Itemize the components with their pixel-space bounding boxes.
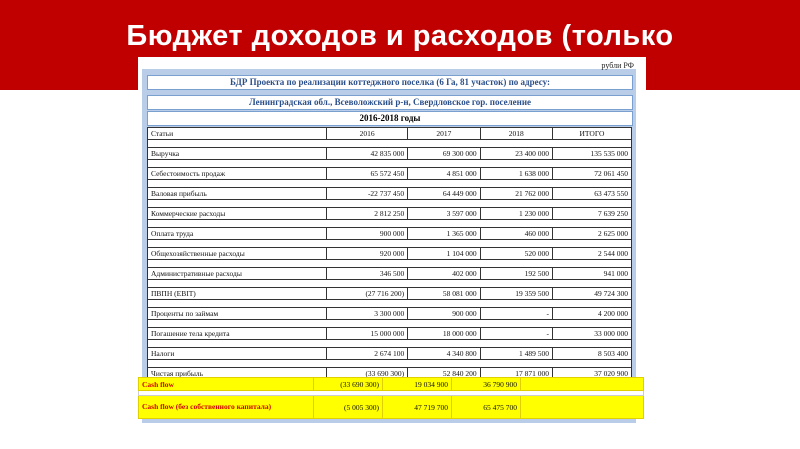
cell-value: 4 340 800: [408, 348, 480, 360]
table-row: [148, 208, 632, 220]
cell-value: 2 625 000: [552, 228, 631, 240]
cashflow-label: Cash flow: [139, 378, 314, 391]
cell-value: 49 724 300: [552, 288, 631, 300]
row-label: Оплата труда: [148, 228, 327, 240]
col-header: 2016: [326, 128, 407, 140]
cell-value: 19 359 500: [480, 288, 552, 300]
col-header: 2018: [480, 128, 552, 140]
row-label: Чистая прибыль: [148, 368, 327, 380]
cell-value: 1 230 000: [480, 208, 552, 220]
header-line-1: БДР Проекта по реализации коттеджного поселка (6 Га, 81 участок) по адресу:: [147, 75, 633, 90]
row-label: Коммерческие расходы: [148, 208, 327, 220]
cashflow-value: 47 719 700: [383, 396, 452, 419]
table-row: [148, 228, 632, 240]
cell-value: 63 473 550: [552, 188, 631, 200]
table-row: [148, 348, 632, 360]
cell-value: -22 737 450: [326, 188, 407, 200]
cashflow-value: (5 005 300): [314, 396, 383, 419]
row-label: Административные расходы: [148, 268, 327, 280]
cell-value: 69 300 000: [408, 148, 480, 160]
spacer-row: [148, 260, 632, 268]
row-label: Общехозяйственные расходы: [148, 248, 327, 260]
spacer-row: [148, 160, 632, 168]
cell-value: 2 812 250: [326, 208, 407, 220]
cashflow-value: 19 034 900: [383, 378, 452, 391]
table-row: [148, 308, 632, 320]
cell-value: 72 061 450: [552, 168, 631, 180]
row-label: Погашение тела кредита: [148, 328, 327, 340]
col-header: 2017: [408, 128, 480, 140]
cell-value: 460 000: [480, 228, 552, 240]
cell-value: 1 638 000: [480, 168, 552, 180]
table-header-row: [148, 128, 632, 140]
spacer-row: [148, 220, 632, 228]
header-line-2: Ленинградская обл., Всеволожский р-н, Свердловское гор. поселение: [147, 95, 633, 110]
cell-value: 1 365 000: [408, 228, 480, 240]
cell-value: 941 000: [552, 268, 631, 280]
cashflow-label: Cash flow (без собственного капитала): [139, 396, 314, 419]
table-row: [148, 168, 632, 180]
spacer-row: [148, 180, 632, 188]
cell-value: 900 000: [408, 308, 480, 320]
spacer-row: [148, 200, 632, 208]
spacer-row: [148, 340, 632, 348]
budget-table: [147, 127, 632, 380]
cell-value: 23 400 000: [480, 148, 552, 160]
cell-value: 920 000: [326, 248, 407, 260]
cell-value: 7 639 250: [552, 208, 631, 220]
cell-value: 37 020 900: [552, 368, 631, 380]
cell-value: 64 449 000: [408, 188, 480, 200]
spacer-row: [148, 320, 632, 328]
cell-value: 135 535 000: [552, 148, 631, 160]
cell-value: 900 000: [326, 228, 407, 240]
cashflow-value: 65 475 700: [452, 396, 521, 419]
cell-value: 17 871 000: [480, 368, 552, 380]
currency-label: рубли РФ: [601, 61, 634, 70]
header-line-3: 2016-2018 годы: [147, 111, 633, 126]
cell-value: 192 500: [480, 268, 552, 280]
spacer-row: [148, 140, 632, 148]
cell-value: 15 000 000: [326, 328, 407, 340]
spacer-row: [148, 280, 632, 288]
cell-value: 2 544 000: [552, 248, 631, 260]
spacer-row: [148, 360, 632, 368]
col-header: ИТОГО: [552, 128, 631, 140]
spacer-row: [148, 300, 632, 308]
table-row: [148, 188, 632, 200]
table-row: [148, 248, 632, 260]
table-row: [139, 396, 644, 419]
table-row: [148, 288, 632, 300]
table-row: [148, 268, 632, 280]
cell-value: 4 851 000: [408, 168, 480, 180]
cell-value: 18 000 000: [408, 328, 480, 340]
cashflow-table: [138, 377, 644, 419]
cell-value: 58 081 000: [408, 288, 480, 300]
spacer-row: [148, 240, 632, 248]
spreadsheet-image: [138, 57, 646, 437]
cell-value: 21 762 000: [480, 188, 552, 200]
cell-value: 2 674 100: [326, 348, 407, 360]
cashflow-value: 36 790 900: [452, 378, 521, 391]
cell-value: 8 503 400: [552, 348, 631, 360]
table-row: [139, 378, 644, 391]
slide-title: Бюджет доходов и расходов (только: [126, 20, 674, 52]
cell-value: 52 840 200: [408, 368, 480, 380]
cell-value: (27 716 200): [326, 288, 407, 300]
cell-value: 65 572 450: [326, 168, 407, 180]
col-header: Статьи: [148, 128, 327, 140]
table-row: [148, 148, 632, 160]
cell-value: 520 000: [480, 248, 552, 260]
cell-value: -: [480, 308, 552, 320]
row-label: Валовая прибыль: [148, 188, 327, 200]
cell-value: 402 000: [408, 268, 480, 280]
cell-value: 3 300 000: [326, 308, 407, 320]
cashflow-value: (33 690 300): [314, 378, 383, 391]
row-label: ПВПН (EBIT): [148, 288, 327, 300]
cell-value: 42 835 000: [326, 148, 407, 160]
cell-value: 1 104 000: [408, 248, 480, 260]
row-label: Выручка: [148, 148, 327, 160]
table-row: [148, 328, 632, 340]
cell-value: 346 500: [326, 268, 407, 280]
cell-value: 33 000 000: [552, 328, 631, 340]
cell-value: (33 690 300): [326, 368, 407, 380]
row-label: Проценты по займам: [148, 308, 327, 320]
cell-value: -: [480, 328, 552, 340]
cell-value: 4 200 000: [552, 308, 631, 320]
cell-value: 3 597 000: [408, 208, 480, 220]
row-label: Себестоимость продаж: [148, 168, 327, 180]
cell-value: 1 489 500: [480, 348, 552, 360]
row-label: Налоги: [148, 348, 327, 360]
